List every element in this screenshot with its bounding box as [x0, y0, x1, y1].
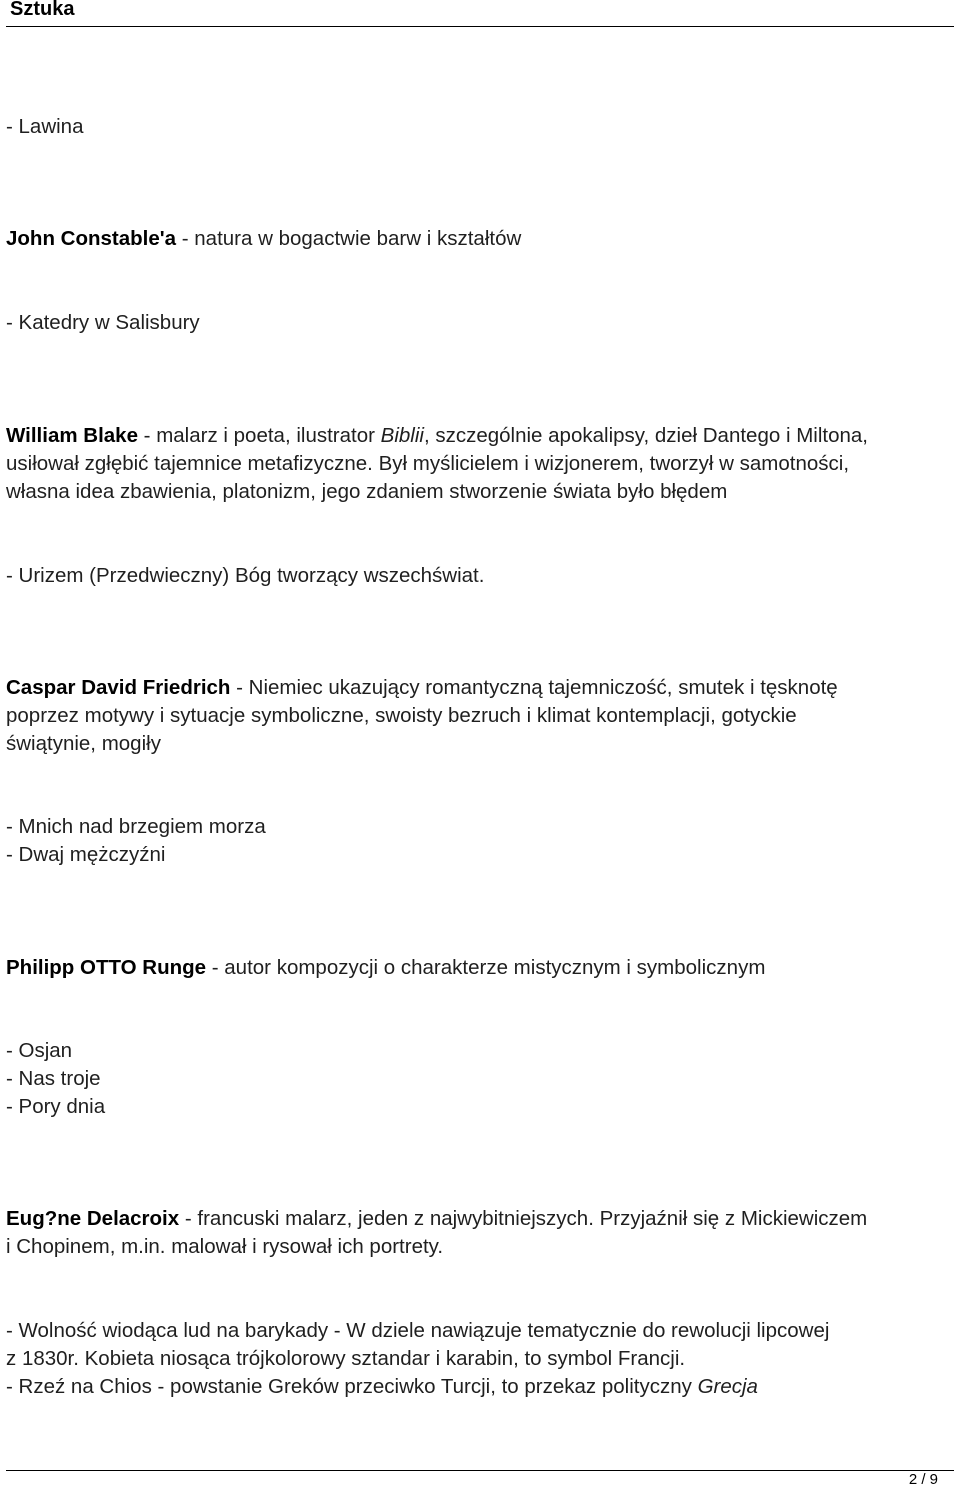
- paragraph-line: świątynie, mogiły: [6, 732, 161, 755]
- paragraph-friedrich: [6, 674, 838, 702]
- list-item: - Dwaj mężczyźni: [6, 843, 166, 866]
- artist-description: - Niemiec ukazujący romantyczną tajemniczość, smutek i tęsknotę: [230, 676, 838, 699]
- artist-description: - malarz i poeta, ilustrator: [137, 424, 381, 447]
- artist-name: Eug?ne Delacroix: [6, 1207, 180, 1230]
- artist-description: - francuski malarz, jeden z najwybitniejszych. Przyjaźnił się z Mickiewiczem: [179, 1207, 868, 1230]
- list-item: - Mnich nad brzegiem morza: [6, 815, 266, 838]
- list-item: - Pory dnia: [6, 1095, 106, 1118]
- list-item: - Wolność wiodąca lud na barykady - W dziele nawiązuje tematycznie do rewolucji lipcowej: [6, 1319, 830, 1342]
- paragraph-line: poprzez motywy i sytuacje symboliczne, swoisty bezruch i klimat kontemplacji, gotyckie: [6, 704, 797, 727]
- italic-term: Grecja: [697, 1375, 758, 1398]
- paragraph-runge: [6, 954, 765, 982]
- artist-name: Philipp OTTO Runge: [6, 956, 207, 979]
- list-item: - Nas troje: [6, 1067, 101, 1090]
- artist-description: - autor kompozycji o charakterze mistycznym i symbolicznym: [206, 956, 766, 979]
- paragraph-blake: [6, 422, 868, 450]
- list-item: - Katedry w Salisbury: [6, 311, 200, 334]
- artist-description: , szczególnie apokalipsy, dzieł Dantego i Miltona,: [423, 424, 868, 447]
- page-number: 2 / 9: [908, 1471, 938, 1488]
- list-item: - Urizem (Przedwieczny) Bóg tworzący wszechświat.: [6, 564, 485, 587]
- paragraph-line: i Chopinem, m.in. malował i rysował ich portrety.: [6, 1235, 444, 1258]
- artist-name: Caspar David Friedrich: [6, 676, 231, 699]
- list-item: - Osjan: [6, 1039, 73, 1062]
- list-item: [6, 1373, 758, 1401]
- paragraph-line: własna idea zbawienia, platonizm, jego zdaniem stworzenie świata było błędem: [6, 480, 728, 503]
- paragraph-line: z 1830r. Kobieta niosąca trójkolorowy sztandar i karabin, to symbol Francji.: [6, 1347, 686, 1370]
- page-footer-rule: [6, 1470, 954, 1471]
- paragraph-constable: [6, 225, 521, 253]
- list-item-text: - Rzeź na Chios - powstanie Greków przeciwko Turcji, to przekaz polityczny: [6, 1375, 698, 1398]
- paragraph-delacroix: [6, 1205, 867, 1233]
- list-item: - Lawina: [6, 115, 84, 138]
- artist-description: - natura w bogactwie barw i kształtów: [176, 227, 522, 250]
- page-header: [6, 0, 954, 27]
- artist-name: William Blake: [6, 424, 138, 447]
- artist-name: John Constable'a: [6, 227, 177, 250]
- italic-term: Biblii: [380, 424, 424, 447]
- header-title: Sztuka: [10, 0, 75, 20]
- paragraph-line: usiłował zgłębić tajemnice metafizyczne. Był myślicielem i wizjonerem, tworzył w samotności,: [6, 452, 850, 475]
